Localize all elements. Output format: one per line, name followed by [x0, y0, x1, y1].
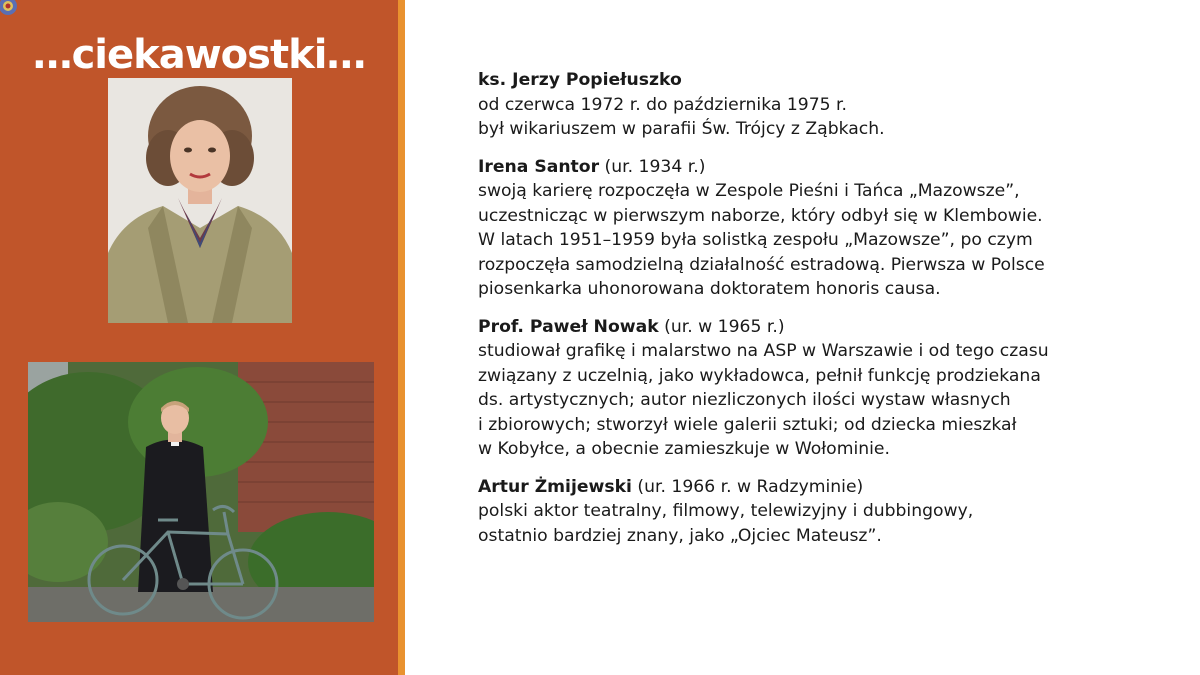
entry-line: i zbiorowych; stworzył wiele galerii sztuki; od dziecka mieszkał — [478, 414, 1017, 435]
entry-heading — [478, 475, 1178, 500]
entry-name: ks. Jerzy Popiełuszko — [478, 70, 682, 90]
entry-line: od czerwca 1972 r. do października 1975 r. — [478, 94, 847, 115]
entry-santor — [478, 155, 1178, 302]
entry-suffix: (ur. w 1965 r.) — [658, 316, 785, 337]
entry-line: ostatnio bardziej znany, jako „Ojciec Mateusz”. — [478, 525, 882, 546]
entry-name: Irena Santor — [478, 156, 600, 177]
accent-stripe — [398, 0, 405, 675]
entry-line: w Kobyłce, a obecnie zamieszkuje w Wołominie. — [478, 439, 890, 459]
entry-heading — [478, 155, 1178, 180]
entry-line: rozpoczęła samodzielną działalność estradową. Pierwsza w Polsce — [478, 254, 1045, 275]
artur-zmijewski-caption: Artur Żmijewski (ur. w 1966 r.) — [969, 628, 1174, 645]
entry-line: był wikariuszem w parafii Św. Trójcy z Ząbkach. — [478, 119, 885, 139]
entry-heading — [478, 315, 1178, 340]
artur-zmijewski-photo — [28, 362, 374, 622]
entry-zmijewski — [478, 475, 1178, 549]
entry-name: Artur Żmijewski — [478, 476, 632, 497]
entry-suffix: (ur. 1966 r. w Radzyminie) — [631, 476, 864, 497]
entry-line: związany z uczelnią, jako wykładowca, pełnił funkcję prodziekana — [478, 365, 1041, 386]
irena-santor-photo — [108, 78, 292, 323]
entry-line: studiował grafikę i malarstwo na ASP w Warszawie i od tego czasu — [478, 341, 1049, 361]
entry-line: swoją karierę rozpoczęła w Zespole Pieśni i Tańca „Mazowsze”, — [478, 181, 1020, 201]
entry-line: uczestnicząc w pierwszym naborze, który odbył się w Klembowie. — [478, 205, 1043, 226]
content-column — [478, 68, 1178, 561]
entry-heading — [478, 68, 1178, 93]
entry-popieluszko — [478, 68, 1178, 142]
entry-suffix: (ur. 1934 r.) — [599, 156, 706, 177]
entry-name: Prof. Paweł Nowak — [478, 316, 659, 337]
entry-line: piosenkarka uhonorowana doktoratem honoris causa. — [478, 279, 941, 299]
entry-line: ds. artystycznych; autor niezliczonych ilości wystaw własnych — [478, 390, 1011, 410]
entry-line: W latach 1951–1959 była solistką zespołu „Mazowsze”, po czym — [478, 230, 1033, 250]
entry-nowak — [478, 315, 1178, 462]
corner-logo-icon — [0, 0, 28, 28]
slide-title: …ciekawostki… — [32, 32, 366, 78]
irena-santor-caption: Irena Santor (ur. w 1934 r.) — [989, 330, 1174, 347]
entry-line: polski aktor teatralny, filmowy, telewizyjny i dubbingowy, — [478, 501, 974, 521]
